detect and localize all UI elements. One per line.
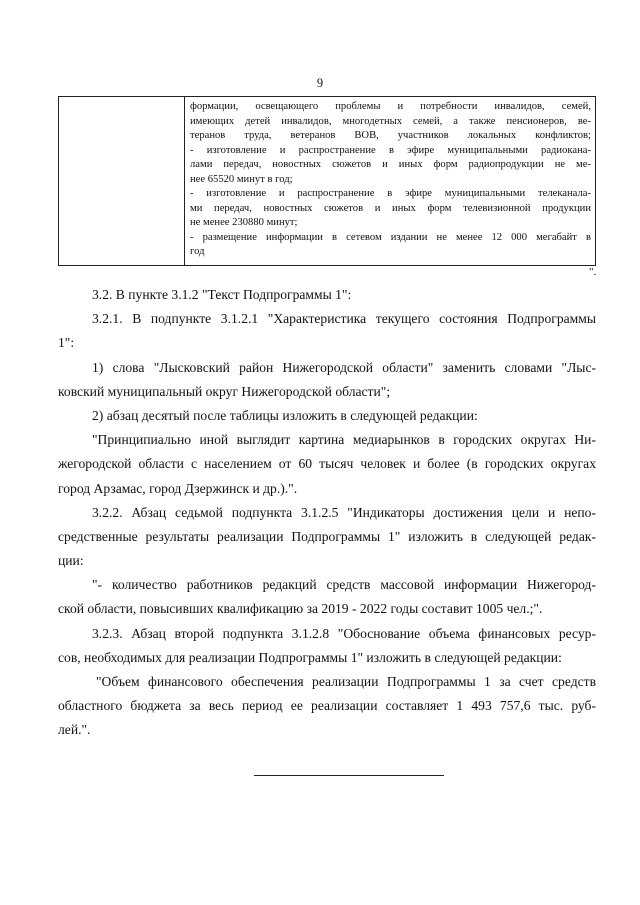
paragraph-line: город Арзамас, город Дзержинск и др.).". (58, 480, 298, 496)
paragraph-line: жегородской области с населением от 60 тысяч человек и более (в городских округах (58, 456, 596, 472)
table-text-line: ми передач, новостных сюжетов и иных форм телевизионной продукции (190, 202, 591, 214)
continuation-table (58, 96, 596, 266)
paragraph-line: ковский муниципальный округ Нижегородской области"; (58, 383, 391, 399)
paragraph-line: 1": (58, 335, 75, 351)
paragraph-line: областного бюджета за весь период ее реализации составляет 1 493 757,6 тыс. руб- (58, 698, 596, 714)
paragraph-line: сов, необходимых для реализации Подпрограммы 1" изложить в следующей редакции: (58, 649, 562, 665)
paragraph-line: 3.2. В пункте 3.1.2 "Текст Подпрограммы 1": (92, 287, 352, 302)
table-text-line: формации, освещающего проблемы и потребности инвалидов, семей, (190, 101, 591, 112)
body-text (58, 283, 596, 743)
paragraph-line: средственные результаты реализации Подпрограммы 1" изложить в следующей редак- (58, 528, 596, 544)
paragraph (58, 501, 596, 574)
paragraph-line: 1) слова "Лысковский район Нижегородской области" заменить словами "Лыс- (92, 359, 596, 375)
table-text-line: год (190, 246, 205, 257)
table-cell-text (190, 100, 591, 260)
table-text-line: лами передач, новостных сюжетов и иных форм радиопродукции не ме- (190, 159, 591, 170)
page-number: 9 (316, 76, 324, 90)
table-text-line: имеющих детей инвалидов, многодетных семей, а также пенсионеров, ве- (190, 115, 591, 127)
paragraph (58, 283, 596, 307)
table-text-line: теранов труда, ветеранов ВОВ, участников локальных конфликтов; (190, 130, 591, 141)
paragraph-line: "Объем финансового обеспечения реализации Подпрограммы 1 за счет средств (96, 674, 596, 689)
paragraph (58, 622, 596, 670)
table-text-line: - изготовление и распространение в эфире муниципальными радиокана- (190, 144, 591, 156)
table-row (59, 97, 596, 266)
paragraph-line: ской области, повысивших квалификацию за 2019 - 2022 годы составит 1005 чел.;". (58, 601, 543, 617)
paragraph (58, 307, 596, 355)
closing-quote: ". (589, 266, 597, 278)
paragraph-line: "Принципиально иной выглядит картина медиарынков в городских округах Ни- (92, 432, 596, 448)
paragraph-line: лей.". (58, 722, 91, 738)
table-text-line: - размещение информации в сетевом издании не менее 12 000 мегабайт в (190, 231, 591, 243)
paragraph-line: 3.2.2. Абзац седьмой подпункта 3.1.2.5 "Индикаторы достижения цели и непо- (92, 504, 596, 520)
paragraph (58, 670, 596, 743)
paragraph (58, 356, 596, 404)
table-cell-right (185, 97, 596, 266)
paragraph-line: 3.2.1. В подпункте 3.1.2.1 "Характеристика текущего состояния Подпрограммы (92, 311, 596, 327)
table-text-line: - изготовление и распространение в эфире муниципальными телеканала- (190, 188, 591, 199)
paragraph (58, 404, 596, 428)
paragraph (58, 573, 596, 621)
paragraph-line: 3.2.3. Абзац второй подпункта 3.1.2.8 "Обоснование объема финансовых ресур- (92, 625, 596, 641)
table-cell-left (59, 97, 185, 266)
end-separator-line (254, 775, 444, 776)
paragraph-line: 2) абзац десятый после таблицы изложить в следующей редакции: (92, 407, 478, 423)
table-text-line: не менее 230880 минут; (190, 217, 298, 228)
paragraph-line: "- количество работников редакций средств массовой информации Нижегород- (92, 577, 596, 593)
paragraph-line: ции: (58, 553, 84, 569)
table-text-line: нее 65520 минут в год; (190, 173, 293, 185)
paragraph (58, 428, 596, 501)
